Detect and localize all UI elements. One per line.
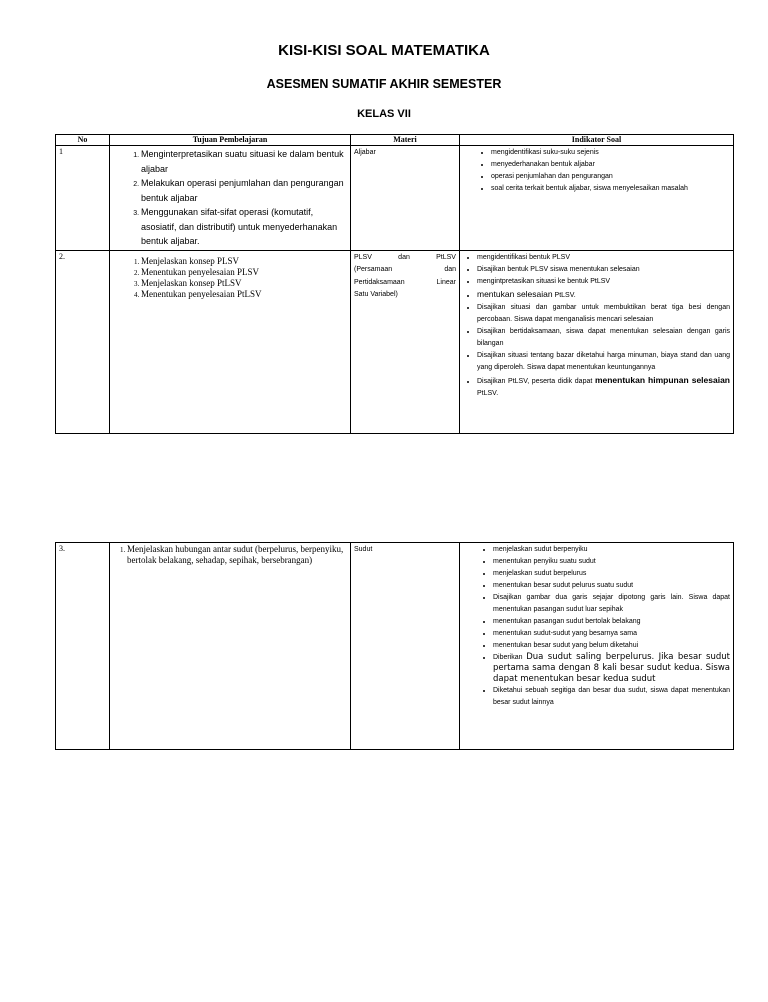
list-item: • operasi penjumlahan dan pengurangan [491,171,730,183]
list-item [493,652,730,685]
list-item: • Disajikan bertidaksamaan, siswa dapat menentukan selesaian dengan garis bilangan [477,326,730,350]
list-item: • mengidentifikasi bentuk PLSV [477,252,730,264]
materi-cell [351,250,460,433]
list-item: • menentukan besar sudut pelurus suatu sudut [493,580,730,592]
table-row [56,250,734,433]
tujuan-cell [110,543,351,750]
list-item: 4. Menentukan penyelesaian PtLSV [141,289,347,300]
indikator-cell [460,543,734,750]
tujuan-cell [110,250,351,433]
materi-text: PtLSV [436,253,456,261]
row-number: 3. [56,543,110,750]
list-item: 1. Menginterpretasikan suatu situasi ke dalam bentuk aljabar [141,147,347,176]
materi-cell: Sudut [351,543,460,750]
row-number: 2. [56,250,110,433]
list-item: • menentukan penyiku suatu sudut [493,556,730,568]
table-row [56,543,734,750]
list-item: 2. Melakukan operasi penjumlahan dan pengurangan bentuk aljabar [141,176,347,205]
list-item: • Diketahui sebuah segitiga dan besar dua sudut, siswa dapat menentukan besar sudut lainnya [493,685,730,709]
table-header-row [56,135,734,146]
materi-text: (Persamaan [354,266,393,273]
list-item: • Disajikan situasi dan gambar untuk membuktikan berat tiga besi dengan percobaan. Siswa dapat menganalisis mencari selesaian [477,302,730,326]
list-item: 1. Menjelaskan hubungan antar sudut (berpelurus, berpenyiku, bertolak belakang, sehadap, sepihak, bersebrangan) [127,544,347,566]
list-text: Diberikan [493,654,523,661]
materi-text: dan [398,253,410,261]
header-no: No [56,135,110,146]
list-text: Disajikan PtLSV, peserta didik dapat [477,377,593,385]
table-row [56,146,734,251]
list-item: • Disajikan gambar dua garis sejajar dipotong garis lain. Siswa dapat menentukan pasangan sudut luar sepihak [493,592,730,616]
tujuan-cell [110,146,351,251]
materi-cell: Aljabar [351,146,460,251]
list-item: 1. Menjelaskan konsep PLSV [141,256,347,267]
list-item: 3. Menjelaskan konsep PtLSV [141,278,347,289]
materi-text: dan [444,266,456,273]
list-item [477,374,730,400]
materi-text: Linear [436,278,456,286]
list-item [477,288,730,302]
list-item: • menentukan besar sudut yang belum diketahui [493,640,730,652]
materi-text: Pertidaksamaan [354,278,405,286]
list-item: • menentukan pasangan sudut bertolak belakang [493,616,730,628]
kisi-kisi-table [55,134,734,434]
header-materi: Materi [351,135,460,146]
row-number: 1 [56,146,110,251]
document-title: KISI-KISI SOAL MATEMATIKA [278,42,490,59]
document-subtitle: ASESMEN SUMATIF AKHIR SEMESTER [266,77,502,91]
emphasis-text: menentukan himpunan selesaian [594,374,730,385]
list-item: • Disajikan bentuk PLSV siswa menentukan selesaian [477,264,730,276]
materi-text: Satu Variabel) [354,291,398,298]
header-indikator: Indikator Soal [460,135,734,146]
list-item: • Disajikan situasi tentang bazar diketahui harga minuman, biaya stand dan uang yang diperoleh. Siswa dapat menentukan keuntungannya [477,350,730,374]
list-item: • menjelaskan sudut berpelurus [493,568,730,580]
indikator-cell [460,146,734,251]
materi-text: PLSV [354,253,372,261]
list-item: 2. Menentukan penyelesaian PLSV [141,267,347,278]
kisi-kisi-table-continued [55,542,734,750]
list-item: • menentukan sudut-sudut yang besarnya sama [493,628,730,640]
class-label: KELAS VII [357,108,411,120]
indikator-cell [460,250,734,433]
emphasis-text: mentukan selesaian [477,288,553,299]
suffix-text: PtLSV. [552,291,576,299]
list-item: • menjelaskan sudut berpenyiku [493,544,730,556]
emphasis-text: Dua sudut saling berpelurus. Jika besar sudut pertama sama dengan 8 kali besar sudut kedua. Siswa dapat menentukan besar kedua sudut [493,652,730,684]
suffix-text: PtLSV. [477,389,499,397]
list-item: • menyederhanakan bentuk aljabar [491,159,730,171]
list-item: • soal cerita terkait bentuk aljabar, siswa menyelesaikan masalah [491,183,730,195]
list-item: • mengintpretasikan situasi ke bentuk PtLSV [477,276,730,288]
list-item: 3. Menggunakan sifat-sifat operasi (komutatif, asosiatif, dan distributif) untuk menyederhanakan bentuk aljabar. [141,205,347,249]
header-tujuan: Tujuan Pembelajaran [110,135,351,146]
list-item: • mengidentifikasi suku-suku sejenis [491,147,730,159]
